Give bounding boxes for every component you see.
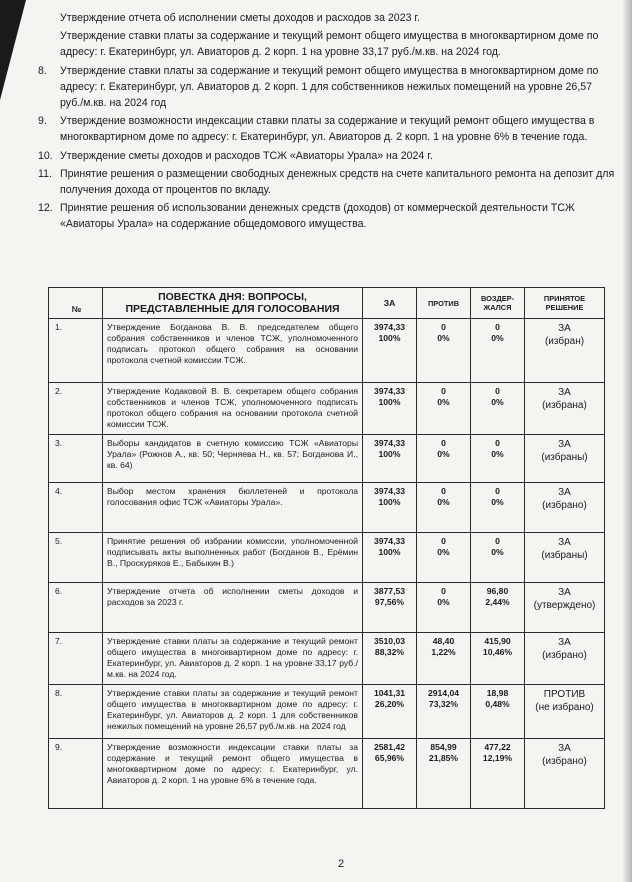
header-against: ПРОТИВ xyxy=(417,288,471,319)
row-abstained xyxy=(471,685,525,739)
row-abstained xyxy=(471,383,525,435)
row-for xyxy=(363,685,417,739)
row-num: 3. xyxy=(49,435,103,483)
for-value: 3877,53 xyxy=(373,586,406,596)
for-value: 3974,33 xyxy=(373,486,406,496)
table-row xyxy=(49,685,605,739)
table-row xyxy=(49,383,605,435)
row-abstained xyxy=(471,533,525,583)
row-against xyxy=(417,483,471,533)
against-percent: 1,22% xyxy=(431,647,456,657)
for-value: 3974,33 xyxy=(373,322,406,332)
against-value: 48,40 xyxy=(432,636,455,646)
row-for xyxy=(363,739,417,809)
row-abstained xyxy=(471,739,525,809)
header-for: ЗА xyxy=(363,288,417,319)
row-num: 8. xyxy=(49,685,103,739)
abstained-value: 18,98 xyxy=(486,688,509,698)
against-percent: 73,32% xyxy=(428,699,459,709)
against-value: 0 xyxy=(441,586,446,596)
for-percent: 100% xyxy=(378,547,401,557)
for-percent: 100% xyxy=(378,497,401,507)
row-question: Утверждение возможности индексации ставки платы за содержание и текущий ремонт общего имущества в многоквартирном доме по адресу: г. Екатеринбург, ул. Авиаторов д. 2 корп. 1 на уровне 6% в течение года. xyxy=(103,739,363,809)
table-row xyxy=(49,435,605,483)
abstained-value: 0 xyxy=(495,438,500,448)
decision-note: (избраны) xyxy=(541,550,588,561)
against-value: 0 xyxy=(441,486,446,496)
header-abstained: ВОЗДЕР-ЖАЛСЯ xyxy=(471,288,525,319)
row-decision xyxy=(525,685,605,739)
row-num: 7. xyxy=(49,633,103,685)
decision-value: ЗА xyxy=(558,487,571,498)
row-against xyxy=(417,383,471,435)
row-for xyxy=(363,533,417,583)
row-num: 9. xyxy=(49,739,103,809)
table-row xyxy=(49,739,605,809)
for-value: 3974,33 xyxy=(373,536,406,546)
agenda-item: 11. Принятие решения о размещении свободных денежных средств на счете капитального ремонта на депозит для получения дохода от процентов по вкладу. xyxy=(38,167,615,197)
row-num: 4. xyxy=(49,483,103,533)
header-num: № xyxy=(49,288,103,319)
scan-shadow-edge xyxy=(622,0,632,882)
row-against xyxy=(417,685,471,739)
row-question: Утверждение ставки платы за содержание и текущий ремонт общего имущества в многоквартирном доме по адресу: г. Екатеринбург, ул. Авиаторов д. 2 корп. 1 для собственников нежилых помещений на уровне 26,57 руб./м.кв. на 2024 год xyxy=(103,685,363,739)
abstained-value: 415,90 xyxy=(484,636,511,646)
row-for xyxy=(363,319,417,383)
against-percent: 0% xyxy=(437,497,450,507)
row-abstained xyxy=(471,483,525,533)
decision-note: (избран) xyxy=(544,336,585,347)
row-question: Утверждение ставки платы за содержание и текущий ремонт общего имущества в многоквартирном доме по адресу: г. Екатеринбург, ул. Авиаторов д. 2 корп. 1 на уровне 33,17 руб./м.кв. на 2024 год. xyxy=(103,633,363,685)
row-abstained xyxy=(471,319,525,383)
decision-note: (избраны) xyxy=(541,452,588,463)
against-value: 0 xyxy=(441,386,446,396)
row-decision xyxy=(525,383,605,435)
for-value: 3974,33 xyxy=(373,386,406,396)
decision-value: ЗА xyxy=(558,743,571,754)
for-value: 2581,42 xyxy=(373,742,406,752)
row-abstained xyxy=(471,583,525,633)
voting-results-table xyxy=(48,287,605,809)
table-row xyxy=(49,583,605,633)
abstained-percent: 10,46% xyxy=(482,647,513,657)
decision-value: ЗА xyxy=(558,439,571,450)
agenda-item: 9. Утверждение возможности индексации ставки платы за содержание и текущий ремонт общего имущества в многоквартирном доме по адресу: г. Екатеринбург, ул. Авиаторов д. 2 корп. 1 на уровне 6% в течение года. xyxy=(38,115,595,144)
decision-note: (избрано) xyxy=(542,756,587,767)
against-percent: 0% xyxy=(437,333,450,343)
row-question: Утверждение Кодаковой В. В. секретарем общего собрания собственников и членов ТСЖ, уполномоченного подписать протокол общего собрания на основании протокола счетной комиссии ТСЖ. xyxy=(103,383,363,435)
agenda-list xyxy=(38,10,616,235)
for-percent: 97,56% xyxy=(374,597,405,607)
row-decision xyxy=(525,483,605,533)
for-value: 3510,03 xyxy=(373,636,406,646)
row-question: Выборы кандидатов в счетную комиссию ТСЖ «Авиаторы Урала» (Рожнов А., кв. 50; Черняева Н., кв. 57; Богданова И., кв. 64) xyxy=(103,435,363,483)
against-percent: 0% xyxy=(437,397,450,407)
decision-value: ПРОТИВ xyxy=(543,689,586,700)
table-row xyxy=(49,533,605,583)
against-percent: 0% xyxy=(437,597,450,607)
row-for xyxy=(363,483,417,533)
row-decision xyxy=(525,583,605,633)
agenda-item: 12. Принятие решения об использовании денежных средств (доходов) от коммерческой деятельности ТСЖ «Авиаторы Урала» на содержание общедомового имущества. xyxy=(38,202,575,231)
for-value: 3974,33 xyxy=(373,438,406,448)
against-percent: 0% xyxy=(437,547,450,557)
abstained-percent: 0% xyxy=(491,547,504,557)
row-for xyxy=(363,435,417,483)
row-num: 1. xyxy=(49,319,103,383)
agenda-item: Утверждение ставки платы за содержание и текущий ремонт общего имущества в многоквартирном доме по адресу: г. Екатеринбург, ул. Авиаторов д. 2 корп. 1 на уровне 33,17 руб./м.кв. на 2024 год. xyxy=(60,30,599,59)
header-decision: ПРИНЯТОЕ РЕШЕНИЕ xyxy=(525,288,605,319)
abstained-value: 477,22 xyxy=(484,742,511,752)
row-decision xyxy=(525,435,605,483)
abstained-percent: 0% xyxy=(491,449,504,459)
table-row xyxy=(49,633,605,685)
decision-value: ЗА xyxy=(558,587,571,598)
decision-note: (не избрано) xyxy=(535,702,594,713)
against-percent: 0% xyxy=(437,449,450,459)
abstained-percent: 0% xyxy=(491,497,504,507)
decision-value: ЗА xyxy=(558,323,571,334)
decision-value: ЗА xyxy=(558,537,571,548)
abstained-percent: 0% xyxy=(491,397,504,407)
row-num: 6. xyxy=(49,583,103,633)
against-value: 0 xyxy=(441,438,446,448)
against-value: 2914,04 xyxy=(427,688,460,698)
abstained-value: 96,80 xyxy=(486,586,509,596)
row-decision xyxy=(525,319,605,383)
for-percent: 65,96% xyxy=(374,753,405,763)
row-for xyxy=(363,583,417,633)
row-question: Принятие решения об избрании комиссии, уполномоченной подписывать акты выполненных работ (Богданов В., Ерёмин В., Проскуряков Е., Бабыкин В.) xyxy=(103,533,363,583)
abstained-percent: 0% xyxy=(491,333,504,343)
decision-note: (утверждено) xyxy=(533,600,596,611)
row-for xyxy=(363,633,417,685)
for-percent: 100% xyxy=(378,333,401,343)
decision-value: ЗА xyxy=(558,637,571,648)
against-value: 0 xyxy=(441,322,446,332)
abstained-value: 0 xyxy=(495,386,500,396)
row-against xyxy=(417,533,471,583)
row-abstained xyxy=(471,435,525,483)
row-question: Утверждение Богданова В. В. председателем общего собрания собственников и членов ТСЖ, уполномоченного подписать протокол общего собрания на основании протокола счетной комиссии ТСЖ. xyxy=(103,319,363,383)
header-agenda: ПОВЕСТКА ДНЯ: ВОПРОСЫ, ПРЕДСТАВЛЕННЫЕ ДЛЯ ГОЛОСОВАНИЯ xyxy=(103,288,363,319)
decision-note: (избрано) xyxy=(542,500,587,511)
decision-note: (избрана) xyxy=(542,400,587,411)
row-against xyxy=(417,319,471,383)
agenda-item: 10. Утверждение сметы доходов и расходов ТСЖ «Авиаторы Урала» на 2024 г. xyxy=(38,149,433,162)
abstained-value: 0 xyxy=(495,322,500,332)
row-against xyxy=(417,633,471,685)
abstained-percent: 2,44% xyxy=(485,597,510,607)
agenda-item: 8. Утверждение ставки платы за содержание и текущий ремонт общего имущества в многоквартирном доме по адресу: г. Екатеринбург, ул. Авиаторов д. 2 корп. 1 для собственников нежилых помещений на уровне 26,57 руб./м.кв. на 2024 год xyxy=(38,64,599,110)
row-against xyxy=(417,583,471,633)
decision-note: (избрано) xyxy=(542,650,587,661)
row-num: 5. xyxy=(49,533,103,583)
for-percent: 100% xyxy=(378,397,401,407)
abstained-percent: 0,48% xyxy=(485,699,510,709)
for-value: 1041,31 xyxy=(373,688,406,698)
row-question: Утверждение отчета об исполнении сметы доходов и расходов за 2023 г. xyxy=(103,583,363,633)
abstained-value: 0 xyxy=(495,536,500,546)
decision-value: ЗА xyxy=(558,387,571,398)
row-decision xyxy=(525,533,605,583)
against-value: 854,99 xyxy=(430,742,457,752)
page-number: 2 xyxy=(338,858,345,870)
table-row xyxy=(49,483,605,533)
against-percent: 21,85% xyxy=(428,753,459,763)
row-decision xyxy=(525,633,605,685)
for-percent: 26,20% xyxy=(374,699,405,709)
scan-shadow-corner xyxy=(0,0,26,100)
row-for xyxy=(363,383,417,435)
abstained-value: 0 xyxy=(495,486,500,496)
against-value: 0 xyxy=(441,536,446,546)
row-question: Выбор местом хранения бюллетеней и протокола голосования офис ТСЖ «Авиаторы Урала». xyxy=(103,483,363,533)
for-percent: 88,32% xyxy=(374,647,405,657)
row-abstained xyxy=(471,633,525,685)
agenda-item: Утверждение отчета об исполнении сметы доходов и расходов за 2023 г. xyxy=(60,12,420,24)
row-decision xyxy=(525,739,605,809)
table-row xyxy=(49,319,605,383)
row-against xyxy=(417,739,471,809)
table-header-row xyxy=(49,288,605,319)
row-num: 2. xyxy=(49,383,103,435)
for-percent: 100% xyxy=(378,449,401,459)
row-against xyxy=(417,435,471,483)
abstained-percent: 12,19% xyxy=(482,753,513,763)
